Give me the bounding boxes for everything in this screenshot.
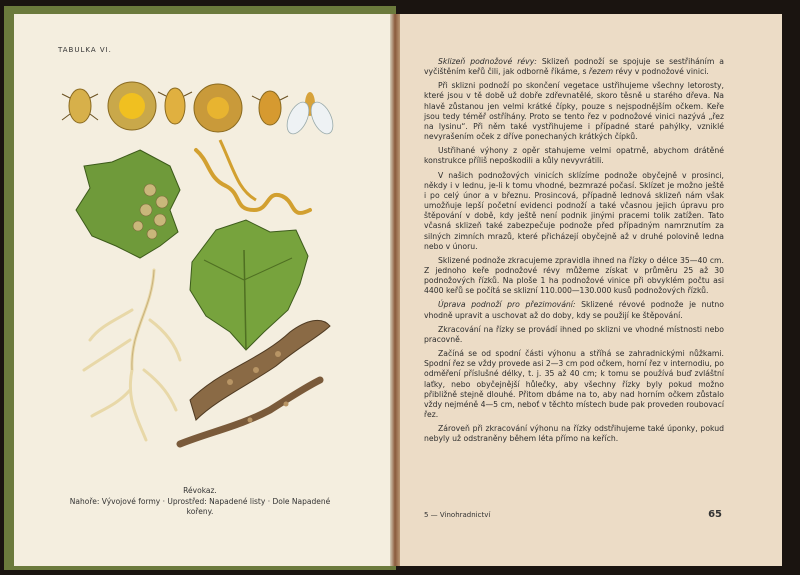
footer-section: 5 — Vinohradnictví: [424, 511, 491, 519]
paragraph-6: Úprava podnoží pro přezimování: Sklizené révové podnože je nutno vhodně upravit a uschovat až do doby, kdy se použijí ke štěpování.: [424, 300, 724, 320]
phylloxera-illustration: [20, 70, 380, 470]
aphid-form-3: [259, 91, 281, 125]
heading-harvest: Sklizeň podnožové révy:: [438, 57, 537, 66]
paragraph-4: V našich podnožových vinicích sklízíme podnože obyčejně v prosinci, někdy i v lednu, je-li k tomu vhodné, bezmrazé počasí. Sklízet je možno ještě i po celý únor a v březnu. Prosincová, případně lednová sklizeň nám však umožňuje lepší početní evidenci podnoží a také včasnou jejich úpravu pro štěpování v době, kdy ještě není podnik jinými pracemi tolik zatížen. Tato včasná sklizeň také zabezpečuje podnože před případným namrznutím za silných zimních mrazů, které přicházejí obyčejně až v druhé polovině ledna nebo v únoru.: [424, 170, 724, 251]
paragraph-7: Zkracování na řízky se provádí ihned po sklizni ve vhodné místnosti nebo pracovně.: [424, 324, 724, 344]
page-footer: [424, 509, 722, 520]
paragraph-9: Zároveň při zkracování výhonu na řízky odstřihujeme také úponky, pokud nebyly už odstraněny během léta přímo na keřích.: [424, 424, 724, 444]
paragraph-8: Začíná se od spodní části výhonu a stříhá se zahradnickými nůžkami. Spodní řez se vždy provede asi 2—3 cm pod očkem, horní řez v internodiu, po odměření příslušné délky, t. j. 35 až 40 cm; k tomu se používá buď zvláštní laťky, nebo obyčejnější hůlečky, aby všechny řízky byly pokud možno přibližně stejně dlouhé. Přitom dbáme na to, aby nad horním očkem zůstalo vždy nejméně 4—5 cm, neboť v těchto místech bude pak proveden roubovací řez.: [424, 349, 724, 419]
caption-line-1: Nahoře: Vývojové formy · Uprostřed: Napadené listy · Dole Napadené: [69, 496, 331, 506]
page-number: 65: [708, 509, 722, 520]
aphid-forms-row: [62, 82, 337, 137]
paragraph-2: Při sklizni podnoží po skončení vegetace ustřihujeme všechny letorosty, které jsou v tě době už dobře zdřevnatělé, skoro těsně u starého dřeva. Na hlavě zůstanou jen velmi krátké čípky, pouze s nejspodnějším očkem. Keře jsou tedy téměř ostříhány. Proto se tento řez v podnožové vinici nazývá „řez na lysinu“. Při něm také vystřihujeme i případné staré pahýlky, vzniklé nevyrašením oček z dříve ponechaných krátkých čípků.: [424, 81, 724, 142]
caption-line-2: kořeny.: [186, 507, 214, 516]
body-text: [424, 57, 724, 448]
infested-leaves: [76, 140, 310, 350]
paragraph-5: Sklizené podnože zkracujeme zpravidla ihned na řízky o délce 35—40 cm. Z jednoho keře podnožové révy můžeme získat v průměru 25 až 30 podnožových řízků. Na ploše 1 ha podnožové vinice při obvyklém počtu asi 4400 keřů se počítá se sklizní 110.000—130.000 kusů podnožových řízků.: [424, 255, 724, 296]
plate-caption: [40, 486, 360, 518]
aphid-form-1: [69, 89, 91, 123]
winged-form: [283, 92, 338, 137]
caption-title: Révokaz.: [183, 486, 217, 495]
serrated-leaf: [190, 220, 308, 350]
paragraph-3: Ustřihané výhony z opěr stahujeme velmi opatrně, abychom drátěné konstrukce příliš nepoškodili a kůly nevyvrátili.: [424, 146, 724, 166]
plate-title: TABULKA VI.: [58, 46, 112, 54]
tendril: [196, 150, 310, 213]
heading-preparation: Úprava podnoží pro přezimování:: [438, 300, 576, 310]
aphid-form-2: [165, 88, 185, 124]
book-gutter: [390, 14, 400, 566]
paragraph-1: Sklizeň podnožové révy: Sklizeň podnoží se spojuje se sestřiháním a vyčištěním keřů čili, jak odborně říkáme, s řezem révy v podnožové vinici.: [424, 57, 725, 77]
